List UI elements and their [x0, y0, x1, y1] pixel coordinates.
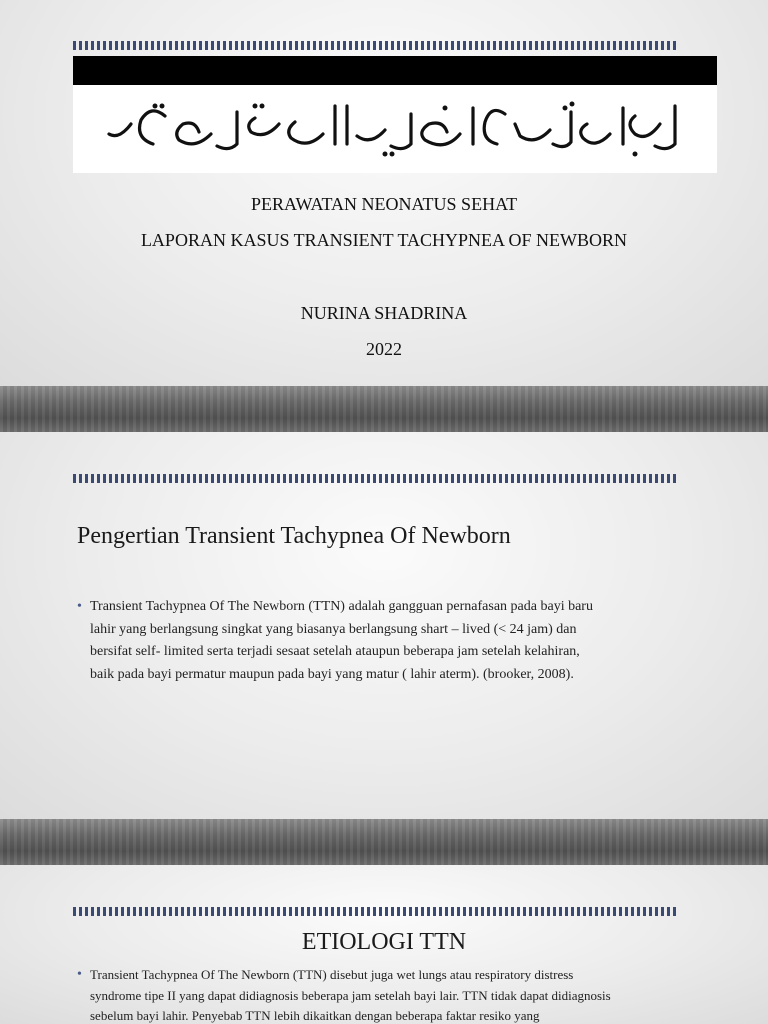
bullet-line: syndrome tipe II yang dapat didiagnosis beberapa jam setelah bayi lair. TTN tidak dapat didiagnosis [90, 987, 611, 1003]
slide-1 [0, 0, 768, 386]
bullet-line: baik pada bayi permatur maupun pada bayi yang matur ( lahir aterm). (brooker, 2008). [90, 666, 574, 682]
slide-heading: Pengertian Transient Tachypnea Of Newborn [77, 523, 511, 549]
slide-title-line-2: LAPORAN KASUS TRANSIENT TACHYPNEA OF NEWBORN [140, 230, 628, 250]
slide-divider-floor [0, 819, 768, 865]
bullet-paragraph [77, 596, 593, 686]
bullet-line: lahir yang berlangsung singkat yang biasanya berlangsung shart – lived (< 24 jam) dan [90, 621, 577, 637]
slide-title-line-1: PERAWATAN NEONATUS SEHAT [250, 194, 518, 214]
slide-3 [0, 865, 768, 1024]
decorative-stripe [73, 907, 677, 916]
author-name: NURINA SHADRINA [300, 303, 468, 323]
decorative-stripe [73, 474, 677, 483]
calligraphy-image [73, 85, 717, 173]
slide-heading: ETIOLOGI TTN [301, 929, 467, 955]
arabic-calligraphy-drawing [95, 94, 695, 164]
slide-2 [0, 432, 768, 819]
bullet-line: bersifat self- limited serta terjadi sesaat setelah ataupun beberapa jam setelah kelahiran, [90, 644, 580, 659]
bullet-icon: • [77, 599, 82, 614]
bullet-icon: • [77, 967, 82, 982]
header-black-bar [73, 56, 717, 85]
decorative-stripe [73, 41, 677, 50]
bullet-line: Transient Tachypnea Of The Newborn (TTN) adalah gangguan pernafasan pada bayi baru [90, 599, 593, 614]
bullet-line: sebelum bayi lahir. Penyebab TTN lebih dikaitkan dengan beberapa faktar resiko yang [90, 1008, 540, 1023]
bullet-line: Transient Tachypnea Of The Newborn (TTN) disebut juga wet lungs atau respiratory distress [90, 967, 574, 982]
slide-divider-floor [0, 386, 768, 432]
bullet-paragraph [77, 965, 611, 1024]
year: 2022 [366, 339, 402, 359]
